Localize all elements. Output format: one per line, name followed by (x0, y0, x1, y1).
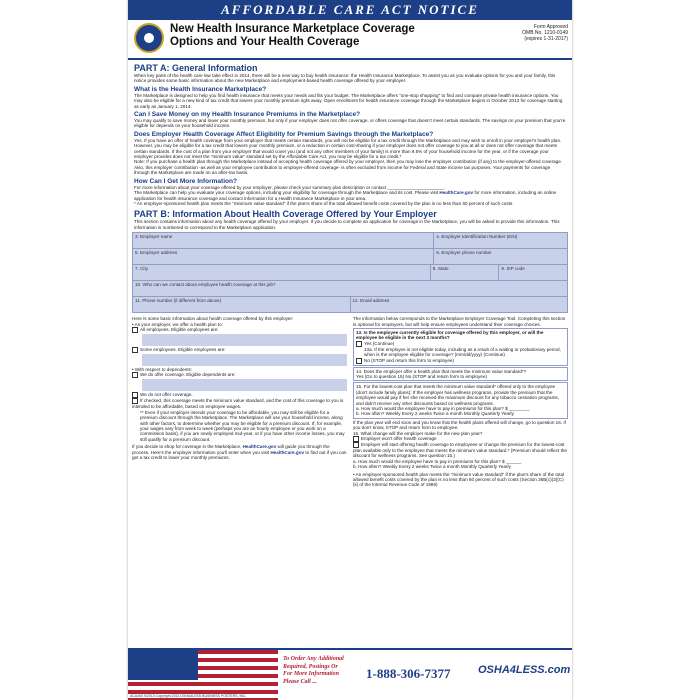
alt-phone-field[interactable]: 11. Phone number (if different from above) (133, 297, 351, 312)
header (128, 20, 572, 60)
question-15: 15. For the lowest-cost plan that meets the minimum value standard* offered only to the employee (don't include family plans): If the employer has wellness programs, provide the premium that the employee would pay if he/ she received the maximum discount for any tobacco cessation programs, and didn't receive any other discounts based on wellness programs. (356, 384, 559, 406)
american-flag-icon (128, 650, 278, 700)
form-approval-block (522, 24, 568, 42)
order-line-1: To Order Any Additional (283, 656, 344, 662)
copyright: ACA400 9/2013 Copyright 2013 OSHA4LESS BUSINESS POSTERS, INC. (130, 694, 247, 698)
question-14-box (353, 367, 568, 382)
q16-b-option (353, 442, 568, 459)
we-offer-option (132, 372, 347, 378)
part-a-intro: When key parts of the health care law take effect in 2014, there will be a new way to buy health insurance: the Health Insurance Marketplace. To assist you as you evaluate options for you and your family, this notice provides some basic information about the new Marketplace and employment-based health coverage offered by your employer. (134, 73, 556, 84)
state-field[interactable]: 8. State (431, 265, 500, 280)
question-14: 14. Does the employer offer a health plan that meets the minimum value standard*? (356, 368, 527, 374)
all-employees-checkbox[interactable] (132, 327, 138, 333)
employer-name-field[interactable]: 3. Employer name (133, 233, 434, 248)
question-13: 13. Is the employee currently eligible for coverage offered by this employer, or will the employee be eligible in the next 3 months? (356, 329, 544, 341)
expiration: (expires 1-31-2017) (524, 36, 568, 42)
aca-notice-poster (128, 0, 572, 700)
title-line-2: Options and Your Health Coverage (170, 36, 360, 48)
shop-pre: If you decide to shop for coverage in the Marketplace, (132, 444, 243, 450)
offer-label: • As your employer, we offer a health plan to: (132, 321, 223, 327)
left-column (132, 316, 353, 488)
dependents-label: • With respect to dependents: (132, 366, 193, 372)
email-field[interactable]: 12. Email address (352, 298, 390, 304)
question-16b[interactable]: b. How often? Weekly Every 2 weeks Twice a month Monthly Quarterly Yearly (353, 464, 511, 470)
shop-note (132, 444, 347, 460)
ein-field[interactable]: 4. Employer Identification Number (EIN) (436, 234, 518, 240)
we-do-not-label: We do not offer coverage. (140, 392, 193, 398)
question-15-box (353, 382, 568, 418)
shop-mid: will guide you through the process. Here's the employer information you'll enter when you visit (132, 444, 330, 455)
poster-footer (128, 648, 572, 700)
healthcare-gov-link-2[interactable]: HealthCare.gov (242, 444, 277, 450)
answer-4b (134, 190, 566, 201)
employer-info-form (132, 232, 568, 313)
q13-no-label: No (STOP and return this form to employee) (364, 357, 454, 363)
part-a-title: PART A: General Information (134, 63, 258, 73)
shop-post: to find out if you can get a tax credit to lower your monthly premiums. (132, 449, 347, 460)
min-value-option (132, 398, 347, 409)
answer-3: Yes. If you have an offer of health coverage from your employer that meets certain standards, you will not be eligible for a tax credit through the Marketplace and may wish to enroll in your employer's health plan. However, you may be eligible for a tax credit that lowers your monthly premium, or a reduction in certain cost-sharing if your employer does not offer coverage to you at all or does not offer coverage that meets certain standards. If the cost of a plan from your employer that would cover you (and not any other members of your family) is more than 9.5% of your household income for the year, or if the coverage your employer provides does not meet the "minimum value" standard set by the Affordable Care Act, you may be eligible for a tax credit.* (134, 137, 562, 160)
order-line-3: For More Information (283, 671, 340, 677)
part-b-intro: This section contains information about any health coverage offered by your employer. If you decide to complete an application for coverage in the Marketplace, you will be asked to provide this information. This information is numbered to correspond to the Marketplace application. (134, 219, 560, 230)
question-16: 16. What change will the employer make for the new plan year? (353, 430, 483, 436)
right-intro: The information below corresponds to the Marketplace Employer Coverage Tool. Completing this section is optional for employers, but will help ensure employees understand their coverage choices. (353, 316, 566, 327)
dependents-input[interactable] (142, 379, 347, 391)
healthcare-gov-link[interactable]: HealthCare.gov (439, 190, 474, 196)
left-intro: Here is some basic information about health coverage offered by this employer: (132, 316, 294, 322)
q13-yes-checkbox[interactable] (356, 341, 362, 347)
question-2: Can I Save Money on my Health Insurance Premiums in the Marketplace? (134, 111, 361, 119)
omb-number: OMB No. 1210-0149 (522, 30, 568, 36)
q13-no-option (356, 358, 565, 364)
q16-b-label: Employer will start offering health coverage to employees or change the premium for the lowest-cost plan available only to the employee that meets the minimum value standard.* (Premium should reflect the discount for wellness programs. See question 15.) (353, 442, 567, 459)
question-3: Does Employer Health Coverage Affect Eligibility for Premium Savings through the Marketplace? (134, 130, 434, 138)
part-a (128, 63, 572, 230)
all-employees-option (132, 327, 347, 333)
q13-yes-label: Yes (Continue) (364, 340, 395, 346)
min-value-label: If checked, this coverage meets the minimum value standard, and the cost of this coverage to you is intended to be affordable, based on employee wages. (132, 398, 344, 410)
employer-address-field[interactable]: 5. Employer address (133, 249, 434, 264)
answer-1: The Marketplace is designed to help you find health insurance that meets your needs and fits your budget. The Marketplace offers "one-stop shopping" to find and compare private health insurance options. You may also be eligible for a new kind of tax credit that lowers your monthly premium right away. Open enrollment for health insurance coverage through the Marketplace begins in October 2013 for coverage starting as early as January 1, 2014. (134, 92, 563, 109)
brand-logo: OSHA4LESS.com (478, 664, 571, 676)
form-approved: Form Approved (533, 24, 568, 30)
stars-note: ** Even if your employer intends your coverage to be affordable, you may still be eligible for a premium discount through the Marketplace. The Marketplace will use your household income, along with other factors, to determine whether you may be eligible for a premium discount. If, for example, your wages vary from week to week (perhaps you are an hourly employee or you work on a commission basis), if you are newly employed mid-year, or if you have other income losses, you may still qualify for a premium discount. (140, 409, 345, 442)
title-line-1: New Health Insurance Marketplace Coverage (170, 23, 415, 35)
question-15b[interactable]: b. How often? Weekly Every 2 weeks Twice a month Monthly Quarterly Yearly (356, 411, 514, 417)
order-message (283, 656, 363, 686)
banner: AFFORDABLE CARE ACT NOTICE (128, 0, 572, 20)
part-b-title: PART B: Information About Health Coverage Offered by Your Employer (134, 209, 437, 220)
question-16a[interactable]: a. How much would the employee have to pay in premiums for this plan? $ ______ (353, 458, 522, 464)
we-offer-checkbox[interactable] (132, 372, 138, 378)
question-4: How Can I Get More Information? (134, 177, 237, 185)
healthcare-gov-link-3[interactable]: HealthCare.gov (270, 449, 305, 455)
all-employees-label: All employees. Eligible employees are: (140, 327, 219, 333)
all-employees-input[interactable] (142, 334, 347, 346)
dol-seal-icon (134, 23, 164, 53)
some-employees-option (132, 347, 347, 353)
zip-field[interactable]: 9. ZIP code (501, 266, 525, 272)
q16-a-label: Employer won't offer health coverage (361, 436, 437, 442)
employer-phone-field[interactable]: 6. Employer phone number (436, 250, 492, 256)
question-13-box (353, 328, 568, 366)
order-phone[interactable]: 1-888-306-7377 (366, 666, 451, 681)
q13-no-checkbox[interactable] (356, 358, 362, 364)
q16-intro: If the plan year will end soon and you know that the health plans offered will change, go to question 16. If you don't know, STOP and return form to employee. (353, 419, 566, 431)
question-15a[interactable]: a. How much would the employee have to pay in premiums for this plan? $ ________ (356, 406, 530, 411)
note: Note: If you purchase a health plan through the Marketplace instead of accepting health coverage offered by your employer, then you may lose the employer contribution (if any) to the employer-offered coverage. Also, this employer contribution -as well as your employee contribution to employer-offered coverage- is often excluded from income for Federal and State income tax purposes. Your payments for coverage through the Marketplace are made on an after-tax basis. (134, 159, 563, 176)
order-line-4: Please Call ... (283, 678, 317, 685)
we-offer-label: We do offer coverage. Eligible dependents are: (140, 372, 236, 378)
right-column (353, 316, 568, 488)
answer-2: You may qualify to save money and lower your monthly premium, but only if your employer does not offer coverage, or offers coverage that doesn't meet certain standards. The savings on your premium that you're eligible for depends on your household income. (134, 118, 566, 129)
some-employees-checkbox[interactable] (132, 347, 138, 353)
some-employees-label: Some employees. Eligible employees are: (140, 347, 226, 353)
part-b-footnote: • An employer-sponsored health plan meets the "minimum value standard" if the plan's share of the total allowed benefit costs covered by the plan is no less than 60 percent of such costs (Section 36B(c)(2)(C)(ii) of the Internal Revenue Code of 1986) (353, 471, 565, 488)
page-title (170, 23, 415, 49)
question-1: What is the Health Insurance Marketplace? (134, 85, 267, 93)
contact-field[interactable]: 10. Who can we contact about employee health coverage at this job? (135, 282, 276, 288)
some-employees-input[interactable] (142, 354, 347, 366)
q14-options[interactable]: Yes (Go to question 15) No (STOP and return form to employee) (356, 373, 487, 379)
answer-4: For more information about your coverage offered by your employer, please check your summary plan description or contact ______________________. (134, 184, 445, 190)
city-field[interactable]: 7. City (133, 265, 431, 280)
part-b-columns (132, 316, 568, 488)
part-a-footnote: * An employer-sponsored health plan meets the "minimum value standard" if the plan's share of the total allowed benefit costs covered by the plan is no less than 60 percent of such costs. (134, 200, 514, 206)
order-line-2: Required, Postings Or (283, 663, 338, 670)
answer-4b-post: for more information, including an online application for health insurance coverage and contact information for a Health Insurance Marketplace in your area. (134, 190, 557, 201)
answer-4b-pre: The Marketplace can help you evaluate your coverage options, including your eligibility for coverage through the Marketplace and its cost. Please visit (134, 190, 440, 196)
question-13a: 13a. If the employee is not eligible today, including as a result of a waiting or probationary period, when is the employee eligible for coverage? (mm/dd/yyyy) (Continue) (364, 346, 561, 358)
